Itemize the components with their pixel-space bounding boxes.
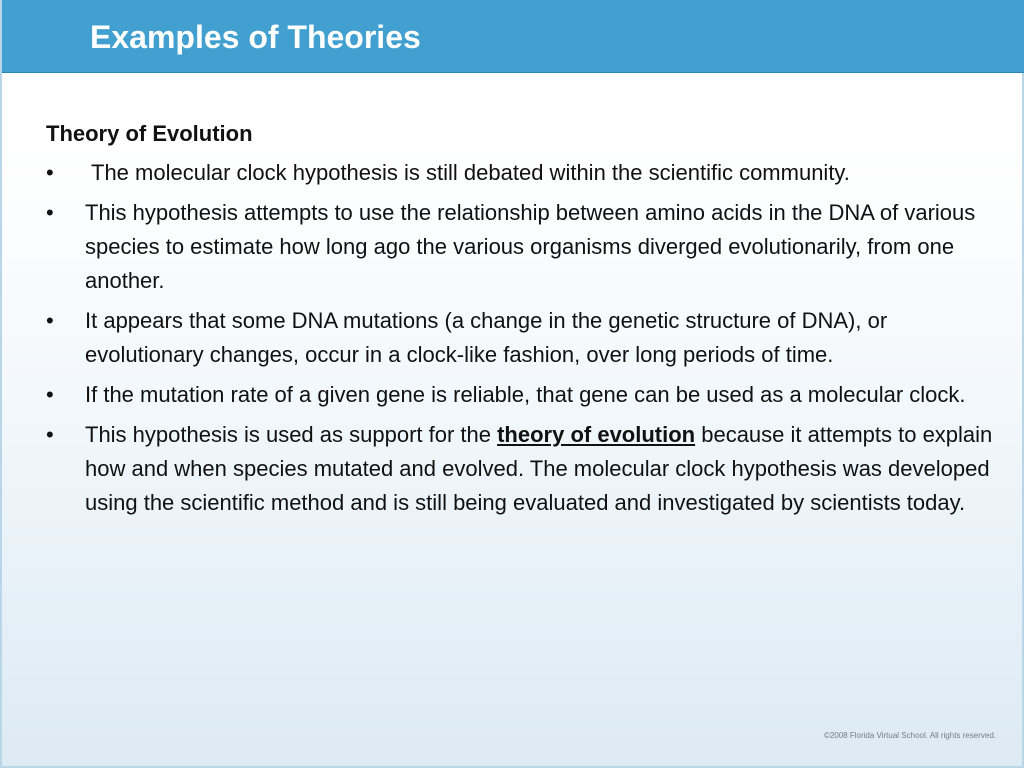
bullet-item-4 — [46, 378, 996, 412]
bullet-list — [46, 156, 996, 520]
bullet-item-5 — [46, 418, 996, 520]
bullet-item-3 — [46, 304, 996, 372]
bullet-text-before-link: This hypothesis is used as support for the — [85, 422, 498, 447]
bullet-text: This hypothesis attempts to use the relationship between amino acids in the DNA of various species to estimate how long ago the various organisms diverged evolutionarily, from one another. — [85, 200, 976, 293]
bullet-text: If the mutation rate of a given gene is reliable, that gene can be used as a molecular clock. — [85, 382, 966, 407]
bullet-icon: • — [46, 422, 54, 447]
theory-of-evolution-link[interactable]: theory of evolution — [497, 422, 696, 447]
slide-title: Examples of Theories — [90, 19, 421, 55]
section-heading: Theory of Evolution — [46, 121, 253, 146]
bullet-icon: • — [46, 308, 54, 333]
bullet-text: It appears that some DNA mutations (a change in the genetic structure of DNA), or evolutionary changes, occur in a clock-like fashion, over long periods of time. — [85, 308, 888, 367]
bullet-text: The molecular clock hypothesis is still debated within the scientific community. — [91, 160, 850, 185]
bullet-item-2 — [46, 196, 996, 298]
title-bar — [2, 0, 1024, 73]
bullet-item-1 — [46, 156, 996, 190]
bullet-text-after-link: because it attempts to explain how and when species mutated and evolved. The molecular clock hypothesis was developed using the scientific method and is still being evaluated and investigated by scientists today. — [85, 422, 993, 515]
bullet-icon: • — [46, 200, 54, 225]
slide-content — [46, 118, 996, 526]
bullet-icon: • — [46, 382, 54, 407]
bullet-icon: • — [46, 160, 54, 185]
copyright-notice: ©2008 Florida Virtual School. All rights reserved. — [823, 731, 996, 740]
